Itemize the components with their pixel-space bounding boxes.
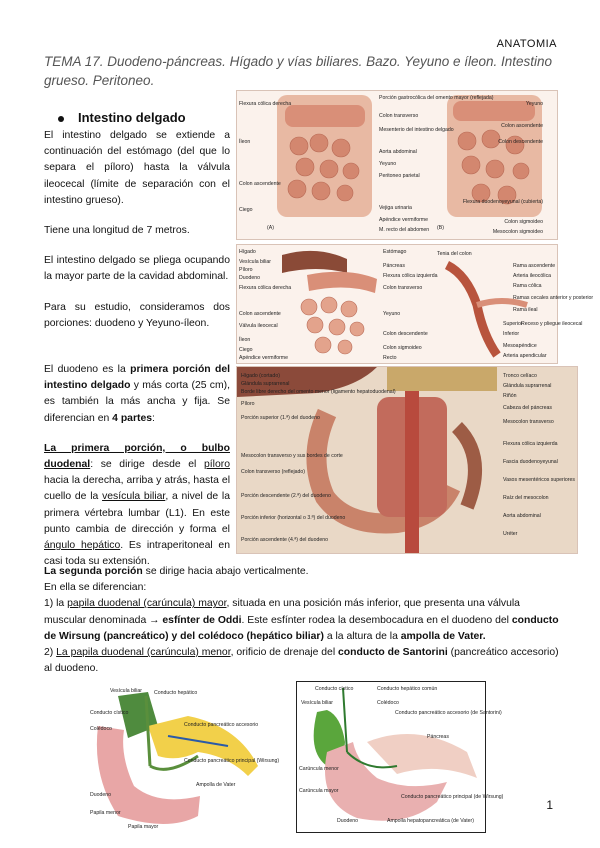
duodenum-dissection-figure <box>236 366 578 554</box>
fig-label: Aorta abdominal <box>379 149 417 155</box>
fig-label: Porción superior (1.ª) del duodeno <box>241 415 320 421</box>
fig-label: M. recto del abdomen <box>379 227 430 233</box>
subject-header: ANATOMIA <box>496 38 557 50</box>
fig-label: Inferior <box>503 331 520 337</box>
fig-label: Conducto cístico <box>90 710 129 716</box>
fig-label: Raíz del mesocolon <box>503 495 549 501</box>
fig-label: Ramas cecales anterior y posterior <box>513 295 594 301</box>
fig-label: (A) <box>267 225 274 231</box>
intestine-overview-figure <box>236 90 558 240</box>
fig-label: Flexura cólica derecha <box>239 101 292 107</box>
paragraph: Tiene una longitud de 7 metros. <box>44 225 190 237</box>
fig-label: Mesocolon transverso y sus bordes de corte <box>241 453 343 459</box>
fig-label: Flexura cólica izquierda <box>503 441 558 447</box>
biliary-ducts-figure <box>88 686 280 832</box>
body-text <box>44 564 564 677</box>
fig-label: Borde libre derecho del omento menor (ligamento hepatoduodenal) <box>241 389 396 395</box>
fig-label: Colon ascendente <box>239 181 281 187</box>
fig-label: Glándula suprarrenal <box>241 381 290 387</box>
fig-label: Mesocolon transverso <box>503 419 554 425</box>
fig-label: Duodeno <box>90 792 112 798</box>
fig-label: Páncreas <box>383 263 405 269</box>
fig-label: Colon sigmoideo <box>504 219 543 225</box>
fig-label: Ciego <box>239 207 253 213</box>
fig-label: Vesícula biliar <box>239 259 272 265</box>
fig-label: Hígado <box>239 249 256 255</box>
biliary-ducts-illustration <box>88 686 280 832</box>
fig-label: Porción descendente (2.ª) del duodeno <box>241 493 331 499</box>
fig-label: Carúncula menor <box>299 766 339 772</box>
fig-label: Vesícula biliar <box>301 700 334 706</box>
fig-label: Ciego <box>239 347 253 353</box>
fig-label: Colon ascendente <box>501 123 543 129</box>
fig-label: Superior <box>503 321 523 327</box>
fig-label: Colon sigmoideo <box>383 345 422 351</box>
fig-label: Cabeza del páncreas <box>503 405 553 411</box>
fig-label: Vasos mesentéricos superiores <box>503 477 575 483</box>
fig-label: Uréter <box>503 531 518 537</box>
fig-label: Apéndice vermiforme <box>239 355 289 361</box>
fig-label: Rama ascendente <box>513 263 556 269</box>
fig-label: Rama cólica <box>513 283 542 289</box>
fig-label: Conducto pancreático principal (de Wirsung) <box>401 794 504 800</box>
fig-label: Colédoco <box>377 700 399 706</box>
fig-label: (B) <box>437 225 444 231</box>
fig-label: Tenia del colon <box>437 251 472 257</box>
fig-label: Colédoco <box>90 726 112 732</box>
fig-label: Colon descendente <box>383 331 428 337</box>
page-title: TEMA 17. Duodeno-páncreas. Hígado y vías biliares. Bazo. Yeyuno e íleon. Intestino grueso. Peritoneo. <box>44 54 553 88</box>
fig-label: Porción inferior (horizontal o 3.ª) del duodeno <box>241 515 346 521</box>
paragraph: Para su estudio, consideramos dos porciones: duodeno y Yeyuno-íleon. <box>44 301 230 329</box>
fig-label: Colon transverso (reflejado) <box>241 469 306 475</box>
fig-label: Colon descendente <box>498 139 543 145</box>
paragraph: En ella se diferencian: <box>44 582 147 594</box>
fig-label: Vejiga urinaria <box>379 205 412 211</box>
fig-label: Estómago <box>383 249 407 255</box>
pancreatic-ducts-figure <box>296 681 504 833</box>
fig-label: Conducto pancreático accesorio <box>184 722 259 728</box>
fig-label: Hígado (cortado) <box>241 373 280 379</box>
fig-label: Arteria ileocólica <box>513 273 552 279</box>
paragraph: El intestino delgado se pliega ocupando la mayor parte de la cavidad abdominal. <box>44 255 230 283</box>
fig-label: Apéndice vermiforme <box>379 217 429 223</box>
fig-label: Mesocolon sigmoideo <box>492 229 543 235</box>
fig-label: Glándula suprarrenal <box>503 383 552 389</box>
section-heading <box>58 110 186 125</box>
fig-label: Fascia duodenoyeyunal <box>503 459 558 465</box>
fig-label: Conducto pancreático accesorio (de Santorini) <box>395 710 502 716</box>
fig-label: Íleon <box>239 139 251 145</box>
fig-label: Mesenterio del intestino delgado <box>379 127 454 133</box>
fig-label: Flexura cólica derecha <box>239 285 292 291</box>
fig-label: Conducto hepático <box>154 690 198 696</box>
fig-label: Aorta abdominal <box>503 513 541 519</box>
fig-label: Píloro <box>239 267 253 273</box>
paragraph: El duodeno es la primera porción del intestino delgado y más corta (25 cm), es también la más ancha y fija. Se diferencian en 4 partes: <box>44 364 231 424</box>
fig-label: Yeyuno <box>525 101 543 107</box>
fig-label: Colon transverso <box>383 285 423 291</box>
fig-label: Rama ileal <box>513 307 538 313</box>
ileocecal-illustration <box>237 245 594 363</box>
fig-label: Conducto hepático común <box>377 686 438 692</box>
fig-label: Flexura cólica izquierda <box>383 273 438 279</box>
fig-label: Válvula ileocecal <box>239 323 278 329</box>
fig-label: Ampolla de Vater <box>196 782 236 788</box>
paragraph: 1) la papila duodenal (carúncula) mayor, situada en una posición más inferior, que presenta una válvula muscular denominada → esfínter de Oddi. Este esfínter rodea la desembocadura en el duodeno del conducto de Wirsung (pancreático) y del colédoco (hepático biliar) a la altura de la ampolla de Vater. <box>44 598 559 642</box>
fig-label: Páncreas <box>427 734 449 740</box>
intestine-illustration <box>237 91 557 239</box>
bullet-icon <box>58 116 64 122</box>
fig-label: Riñón <box>503 393 517 399</box>
fig-label: Duodeno <box>239 275 261 281</box>
fig-label: Íleon <box>239 337 251 343</box>
fig-label: Píloro <box>241 401 255 407</box>
fig-label: Conducto pancreático principal (Wirsung) <box>184 758 280 764</box>
fig-label: Yeyuno <box>383 311 401 317</box>
fig-label: Duodeno <box>337 818 359 824</box>
duodenum-illustration <box>237 367 577 553</box>
fig-label: Colon ascendente <box>239 311 281 317</box>
paragraph: La segunda porción se dirige hacia abajo verticalmente. <box>44 566 309 577</box>
page-number: 1 <box>546 798 553 812</box>
fig-label: Peritoneo parietal <box>379 173 420 179</box>
fig-label: Receso y pliegue ileocecal <box>521 321 583 327</box>
intestine-ileocecal-figure <box>236 244 594 364</box>
fig-label: Porción ascendente (4.ª) del duodeno <box>241 537 328 543</box>
fig-label: Mesoapéndice <box>503 343 537 349</box>
fig-label: Ampolla hepatopancreática (de Vater) <box>387 818 474 824</box>
fig-label: Carúncula mayor <box>299 788 339 794</box>
fig-label: Papila mayor <box>128 824 159 830</box>
intro-column <box>44 128 230 570</box>
fig-label: Colon transverso <box>379 113 419 119</box>
paragraph: El intestino delgado se extiende a continuación del estómago (del que lo separa el píloro) hasta la válvula ileocecal (límite de separación con el intestino grueso). <box>44 130 230 206</box>
pancreatic-ducts-illustration <box>297 682 504 832</box>
fig-label: Recto <box>383 355 397 361</box>
paragraph: La primera porción, o bulbo duodenal: se dirige desde el píloro hacia la derecha, arriba y atrás, hasta el cuello de la vesícula biliar, a nivel de la primera vértebra lumbar (L1). En este punto cambia de dirección y forma el ángulo hepático. Es intraperitoneal en casi toda su extensión. <box>44 442 231 568</box>
fig-label: Tronco celíaco <box>503 373 537 379</box>
fig-label: Vesícula biliar <box>110 688 143 694</box>
paragraph: 2) La papila duodenal (carúncula) menor, orificio de drenaje del conducto de Santorini (pancreático accesorio) al duodeno. <box>44 647 559 675</box>
fig-label: Papila menor <box>90 810 121 816</box>
fig-label: Arteria apendicular <box>503 353 547 359</box>
fig-label: Porción gastrocólica del omento mayor (reflejada) <box>379 95 494 101</box>
fig-label: Flexura duodenoyeyunal (cubierta) <box>462 199 543 205</box>
section-heading-text: Intestino delgado <box>78 110 186 125</box>
fig-label: Conducto cístico <box>315 686 354 692</box>
fig-label: Yeyuno <box>379 161 397 167</box>
